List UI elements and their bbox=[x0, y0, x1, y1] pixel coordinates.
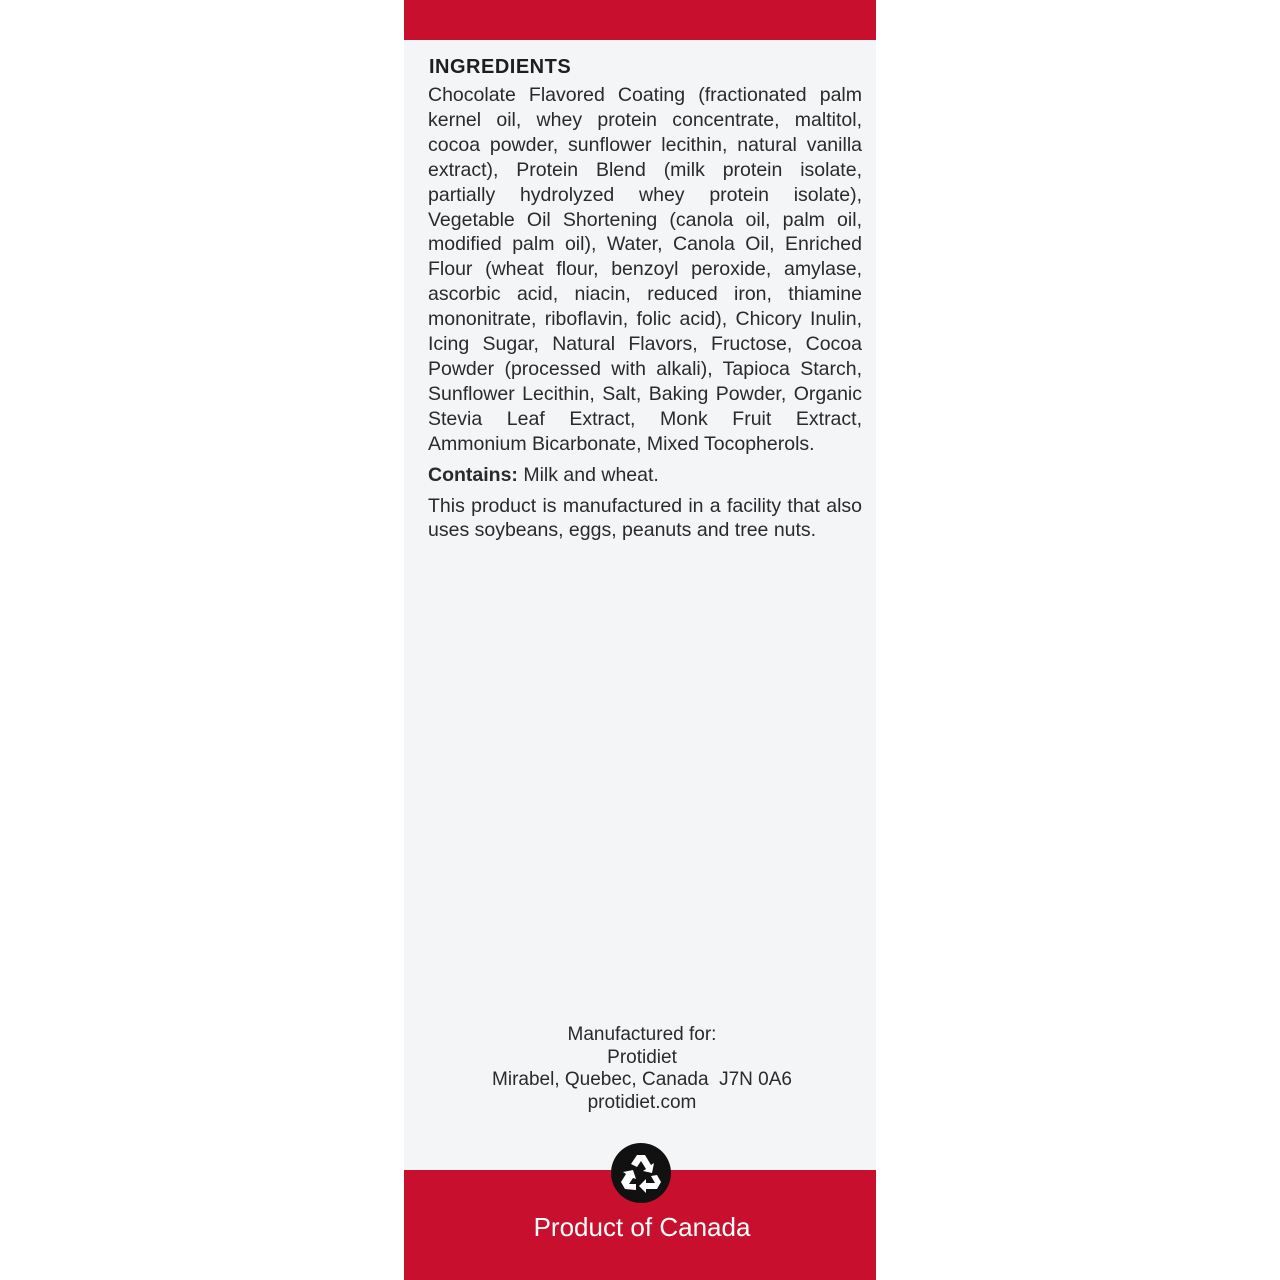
product-label-panel bbox=[404, 0, 876, 1280]
manufacturer-website: protidiet.com bbox=[587, 1091, 697, 1113]
recycle-icon bbox=[610, 1142, 672, 1204]
contains-label: Contains: bbox=[428, 463, 518, 486]
allergen-statement bbox=[428, 463, 862, 488]
ingredients-section bbox=[428, 56, 862, 543]
manufacturer-block bbox=[404, 1024, 876, 1114]
ingredients-list: Chocolate Flavored Coating (fractionated palm kernel oil, whey protein concentrate, maltitol, cocoa powder, sunflower lecithin, natural vanilla extract), Protein Blend (milk protein isolate, partially hydrolyzed whey protein isolate), Vegetable Oil Shortening (canola oil, palm oil, modified palm oil), Water, Canola Oil, Enriched Flour (wheat flour, benzoyl peroxide, amylase, ascorbic acid, niacin, reduced iron, thiamine mononitrate, riboflavin, folic acid), Chicory Inulin, Icing Sugar, Natural Flavors, Fructose, Cocoa Powder (processed with alkali), Tapioca Starch, Sunflower Lecithin, Salt, Baking Powder, Organic Stevia Leaf Extract, Monk Fruit Extract, Ammonium Bicarbonate, Mixed Tocopherols. bbox=[428, 84, 862, 455]
contains-value: Milk and wheat. bbox=[523, 463, 659, 486]
country-of-origin: Product of Canada bbox=[533, 1212, 751, 1242]
manufacturer-company: Protidiet bbox=[607, 1046, 677, 1068]
facility-note: This product is manufactured in a facility that also uses soybeans, eggs, peanuts and tree nuts. bbox=[428, 494, 862, 542]
top-red-band bbox=[404, 0, 876, 40]
manufacturer-address: Mirabel, Quebec, Canada J7N 0A6 bbox=[492, 1069, 792, 1090]
manufacturer-intro: Manufactured for: bbox=[567, 1024, 717, 1045]
ingredients-heading: INGREDIENTS bbox=[429, 56, 572, 78]
